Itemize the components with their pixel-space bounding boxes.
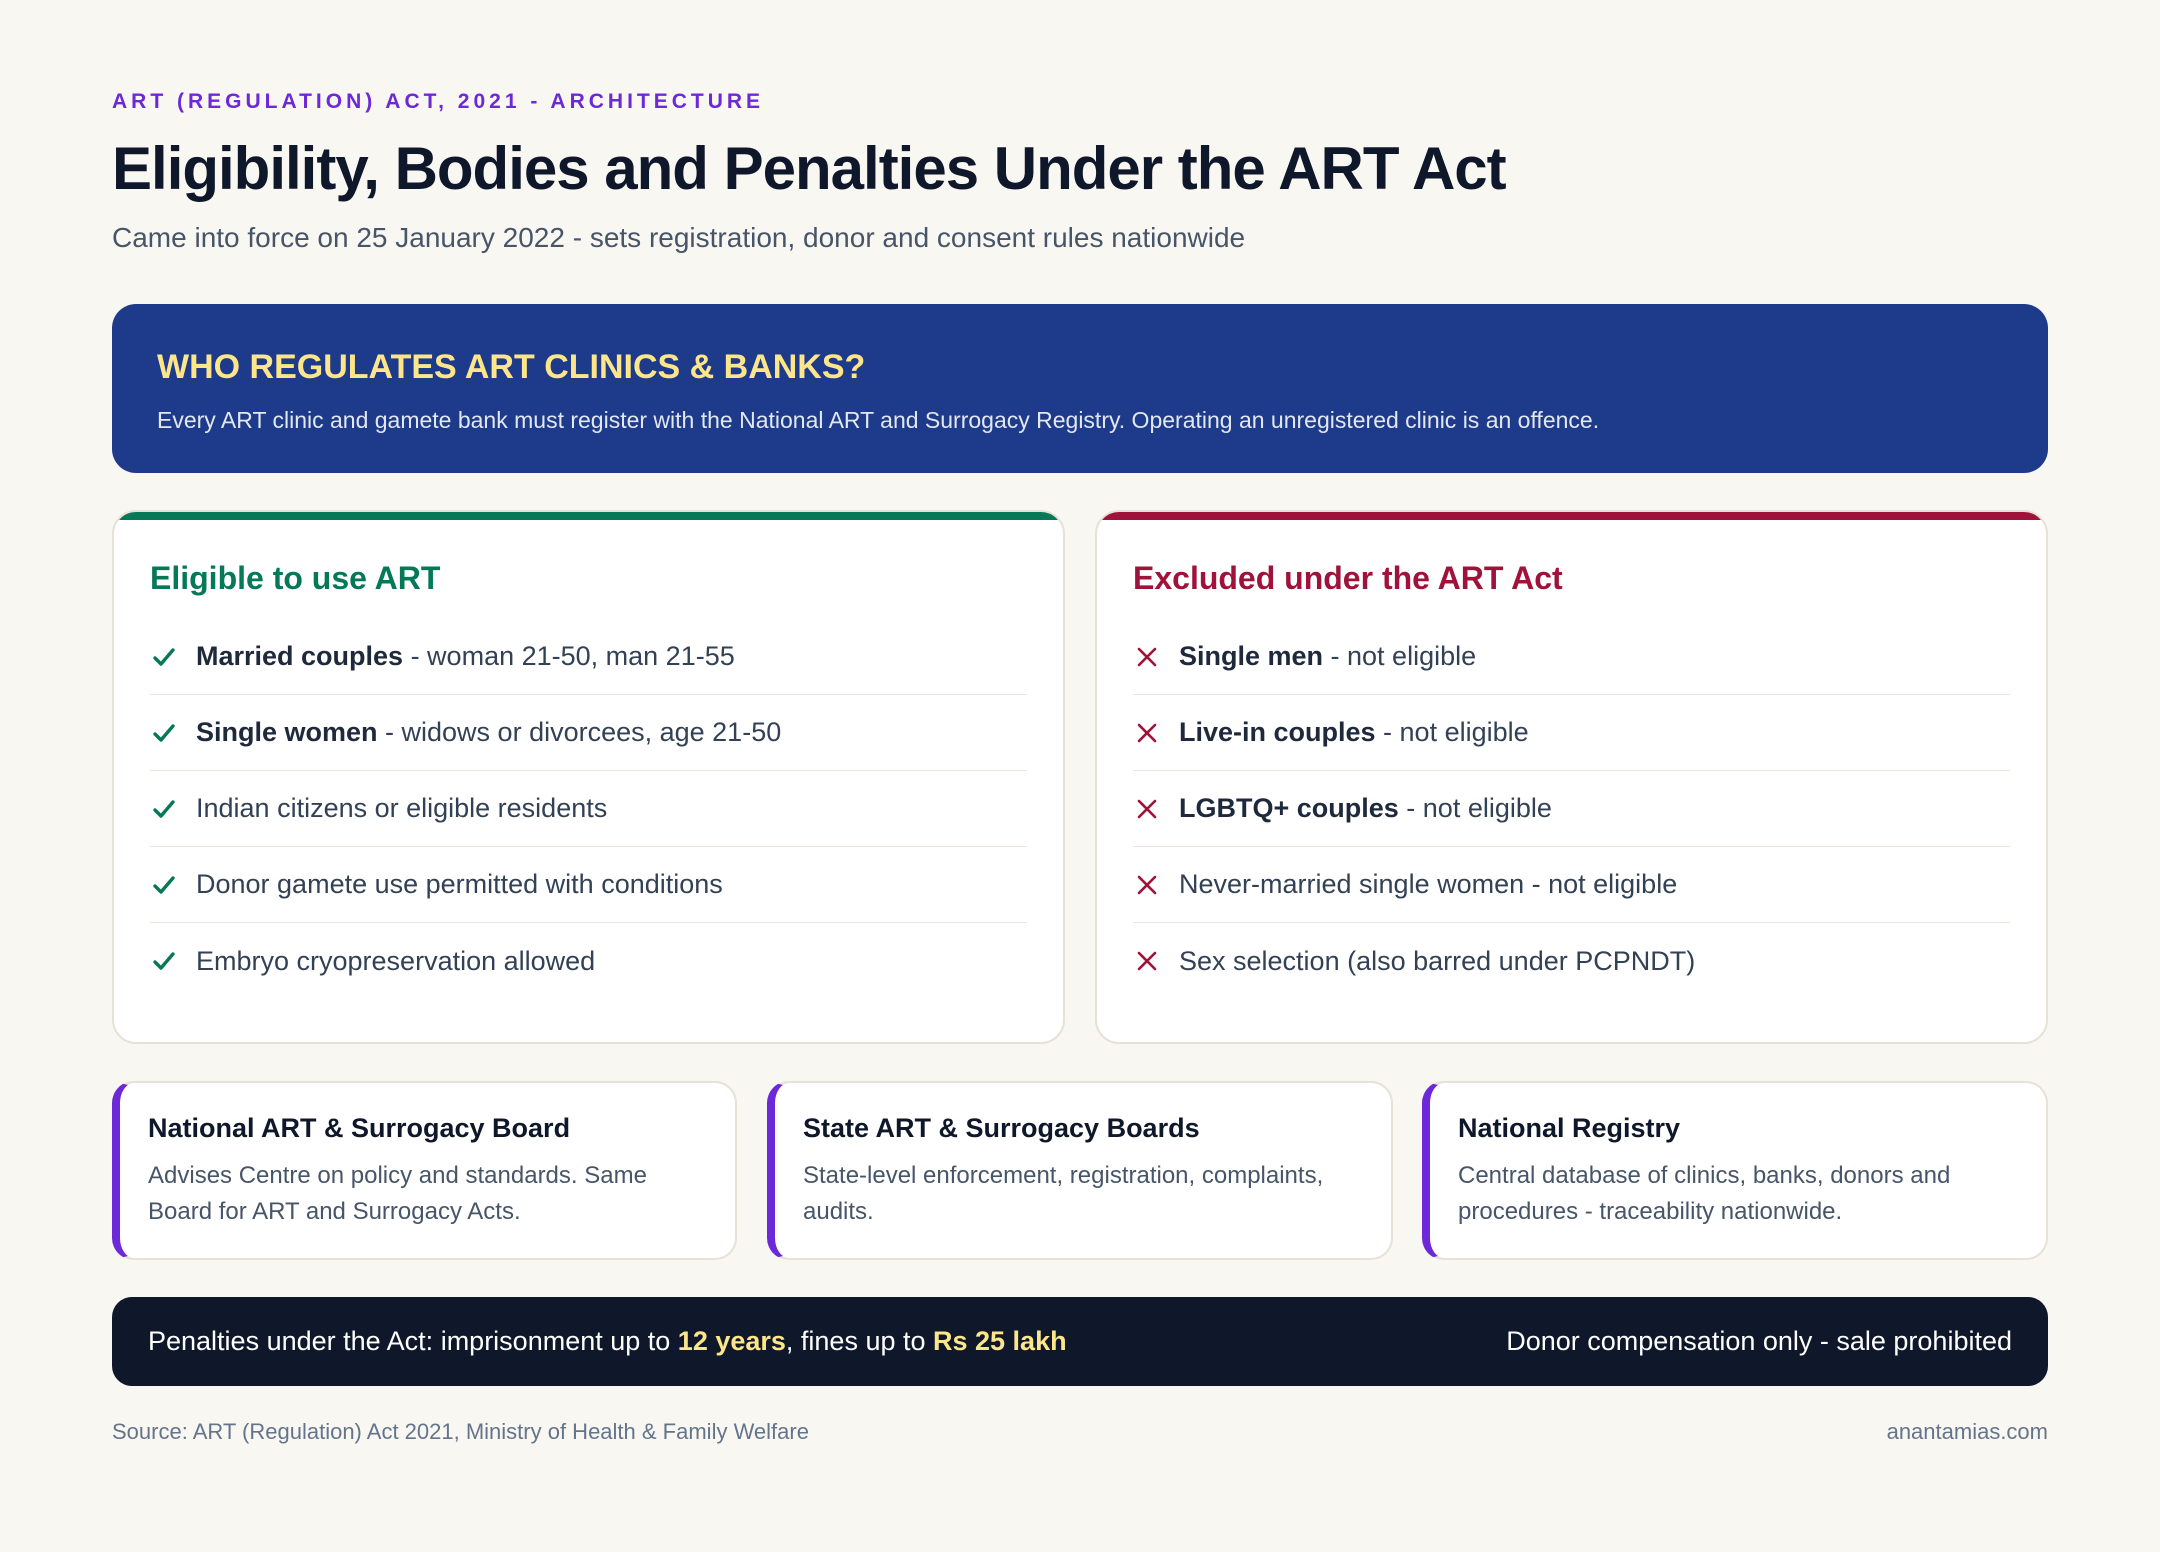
- page-title: Eligibility, Bodies and Penalties Under the ART Act: [112, 135, 1506, 202]
- regulator-banner-text: Every ART clinic and gamete bank must register with the National ART and Surrogacy Registry. Operating an unregistered clinic is an offence.: [157, 407, 1600, 433]
- cross-icon: [1133, 719, 1161, 747]
- eligible-item-text: [196, 946, 595, 977]
- excluded-card-title: Excluded under the ART Act: [1133, 560, 1563, 596]
- cross-icon: [1133, 643, 1161, 671]
- excluded-item-text: [1179, 641, 1476, 672]
- eligible-item-text: [196, 869, 723, 900]
- penalty-middle: , fines up to: [785, 1326, 933, 1356]
- eligible-item: [150, 771, 1027, 847]
- excluded-item-text: [1179, 793, 1552, 824]
- eligible-item: [150, 619, 1027, 695]
- check-icon: [150, 871, 178, 899]
- cross-icon: [1133, 871, 1161, 899]
- excluded-item-detail: Sex selection (also barred under PCPNDT): [1179, 945, 1696, 976]
- excluded-item-text: [1179, 869, 1677, 900]
- eligible-item-highlight: Married couples: [196, 641, 404, 671]
- penalty-summary: [148, 1326, 1067, 1357]
- excluded-item-detail: - not eligible: [1398, 793, 1552, 823]
- eligible-item-detail: - widows or divorcees, age 21-50: [377, 717, 782, 747]
- penalty-fine: Rs 25 lakh: [933, 1326, 1067, 1356]
- body-card-title: State ART & Surrogacy Boards: [803, 1113, 1200, 1143]
- excluded-item-detail: - not eligible: [1375, 717, 1529, 747]
- check-icon: [150, 643, 178, 671]
- page-subtitle: Came into force on 25 January 2022 - sets registration, donor and consent rules nationwide: [112, 222, 1246, 253]
- eligible-item: [150, 695, 1027, 771]
- eyebrow-label: ART (REGULATION) ACT, 2021 - ARCHITECTURE: [112, 90, 765, 113]
- eligible-item-detail: Donor gamete use permitted with conditions: [196, 869, 723, 899]
- excluded-item-text: [1179, 946, 1695, 977]
- penalty-prefix: Penalties under the Act: imprisonment up to: [148, 1326, 678, 1356]
- excluded-item: [1133, 847, 2010, 923]
- eligible-list: [150, 619, 1027, 999]
- excluded-list: [1133, 619, 2010, 999]
- donor-compensation-note: Donor compensation only - sale prohibited: [1506, 1326, 2012, 1356]
- excluded-item-detail: Never-married single women - not eligible: [1179, 869, 1678, 899]
- body-card-text: Central database of clinics, banks, donors and procedures - traceability nationwide.: [1458, 1162, 1951, 1225]
- excluded-item-highlight: LGBTQ+ couples: [1179, 793, 1399, 823]
- cross-icon: [1133, 795, 1161, 823]
- excluded-item-detail: - not eligible: [1323, 641, 1477, 671]
- body-card-text: Advises Centre on policy and standards. Same Board for ART and Surrogacy Acts.: [148, 1162, 647, 1225]
- body-card-title: National Registry: [1458, 1113, 1681, 1143]
- source-note: Source: ART (Regulation) Act 2021, Ministry of Health & Family Welfare: [112, 1419, 809, 1444]
- cross-icon: [1133, 947, 1161, 975]
- site-credit: anantamias.com: [1886, 1419, 2048, 1444]
- excluded-item-text: [1179, 717, 1529, 748]
- eligible-card-title: Eligible to use ART: [150, 560, 441, 596]
- regulator-banner: [112, 304, 2048, 473]
- penalty-years: 12 years: [677, 1326, 786, 1356]
- excluded-card: [1095, 510, 2048, 1044]
- body-card-title: National ART & Surrogacy Board: [148, 1113, 571, 1143]
- eligible-item-text: [196, 793, 607, 824]
- body-card-state-boards: [767, 1081, 1393, 1260]
- body-card-national-board: [112, 1081, 737, 1260]
- penalty-bar: [112, 1297, 2048, 1386]
- eligible-item-text: [196, 717, 781, 748]
- body-card-national-registry: [1422, 1081, 2048, 1260]
- eligible-item-detail: Embryo cryopreservation allowed: [196, 945, 596, 976]
- excluded-item-highlight: Single men: [1179, 641, 1324, 671]
- check-icon: [150, 719, 178, 747]
- regulator-banner-title: WHO REGULATES ART CLINICS & BANKS?: [157, 348, 866, 386]
- eligible-item-highlight: Single women: [196, 717, 378, 747]
- check-icon: [150, 947, 178, 975]
- eligible-item-detail: Indian citizens or eligible residents: [196, 793, 608, 823]
- excluded-item: [1133, 771, 2010, 847]
- excluded-item: [1133, 923, 2010, 999]
- body-card-text: State-level enforcement, registration, complaints, audits.: [803, 1162, 1324, 1225]
- check-icon: [150, 795, 178, 823]
- eligible-item-detail: - woman 21-50, man 21-55: [403, 641, 735, 671]
- excluded-item: [1133, 619, 2010, 695]
- eligible-item: [150, 923, 1027, 999]
- eligible-item: [150, 847, 1027, 923]
- footer: [112, 1419, 2048, 1445]
- excluded-item-highlight: Live-in couples: [1179, 717, 1376, 747]
- eligible-card: [112, 510, 1065, 1044]
- excluded-item: [1133, 695, 2010, 771]
- eligible-item-text: [196, 641, 735, 672]
